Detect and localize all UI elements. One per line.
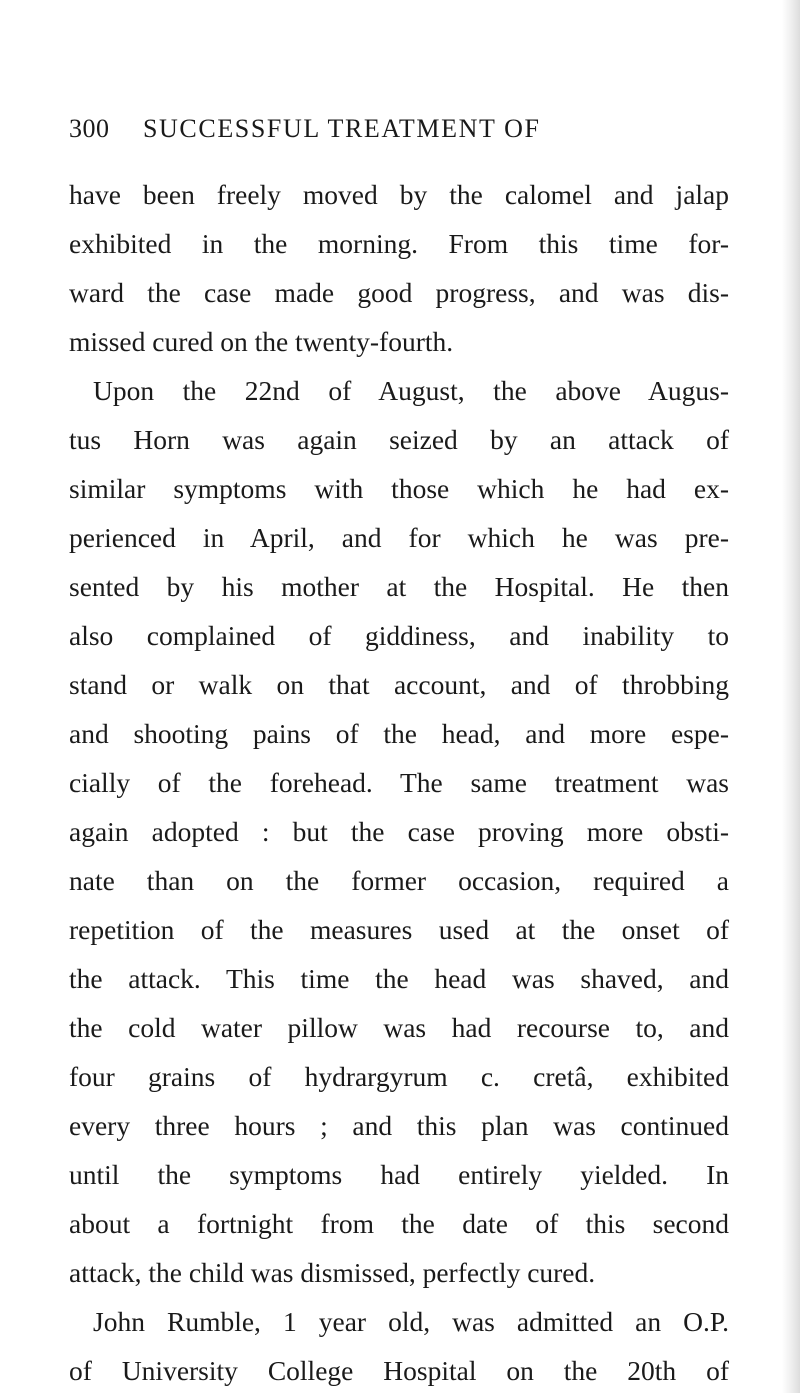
paragraph-start-line: John Rumble, 1 year old, was admitted an O.P. <box>93 1306 729 1337</box>
text-line: again adopted : but the case proving more obsti- <box>69 816 729 847</box>
text-line: ward the case made good progress, and was dis- <box>69 277 729 308</box>
body-text <box>69 170 729 1395</box>
page-number: 300 <box>69 114 110 143</box>
text-line: perienced in April, and for which he was pre- <box>69 522 729 553</box>
text-line: tus Horn was again seized by an attack of <box>69 424 729 455</box>
running-title: SUCCESSFUL TREATMENT OF <box>143 114 541 143</box>
page-edge-shadow <box>782 0 800 1393</box>
text-line: stand or walk on that account, and of throbbing <box>69 669 729 700</box>
text-line: the attack. This time the head was shaved, and <box>69 963 729 994</box>
text-line: also complained of giddiness, and inability to <box>69 620 729 651</box>
text-line: and shooting pains of the head, and more espe- <box>69 718 729 749</box>
text-line: similar symptoms with those which he had ex- <box>69 473 729 504</box>
text-line: four grains of hydrargyrum c. cretâ, exhibited <box>69 1061 729 1092</box>
text-line: until the symptoms had entirely yielded. In <box>69 1159 729 1190</box>
text-line: every three hours ; and this plan was continued <box>69 1110 729 1141</box>
text-line: have been freely moved by the calomel and jalap <box>69 179 729 210</box>
text-line: of University College Hospital on the 20th of <box>69 1355 729 1386</box>
text-line: the cold water pillow was had recourse to, and <box>69 1012 729 1043</box>
text-line: cially of the forehead. The same treatment was <box>69 767 729 798</box>
text-line: repetition of the measures used at the onset of <box>69 914 729 945</box>
text-line: sented by his mother at the Hospital. He then <box>69 571 729 602</box>
text-line: missed cured on the twenty-fourth. <box>69 326 454 357</box>
text-line: about a fortnight from the date of this second <box>69 1208 729 1239</box>
text-line: nate than on the former occasion, required a <box>69 865 729 896</box>
text-line: exhibited in the morning. From this time for- <box>69 228 729 259</box>
text-line: attack, the child was dismissed, perfectly cured. <box>69 1257 596 1288</box>
page-header <box>69 112 709 146</box>
paragraph-start-line: Upon the 22nd of August, the above Augus- <box>93 375 729 406</box>
